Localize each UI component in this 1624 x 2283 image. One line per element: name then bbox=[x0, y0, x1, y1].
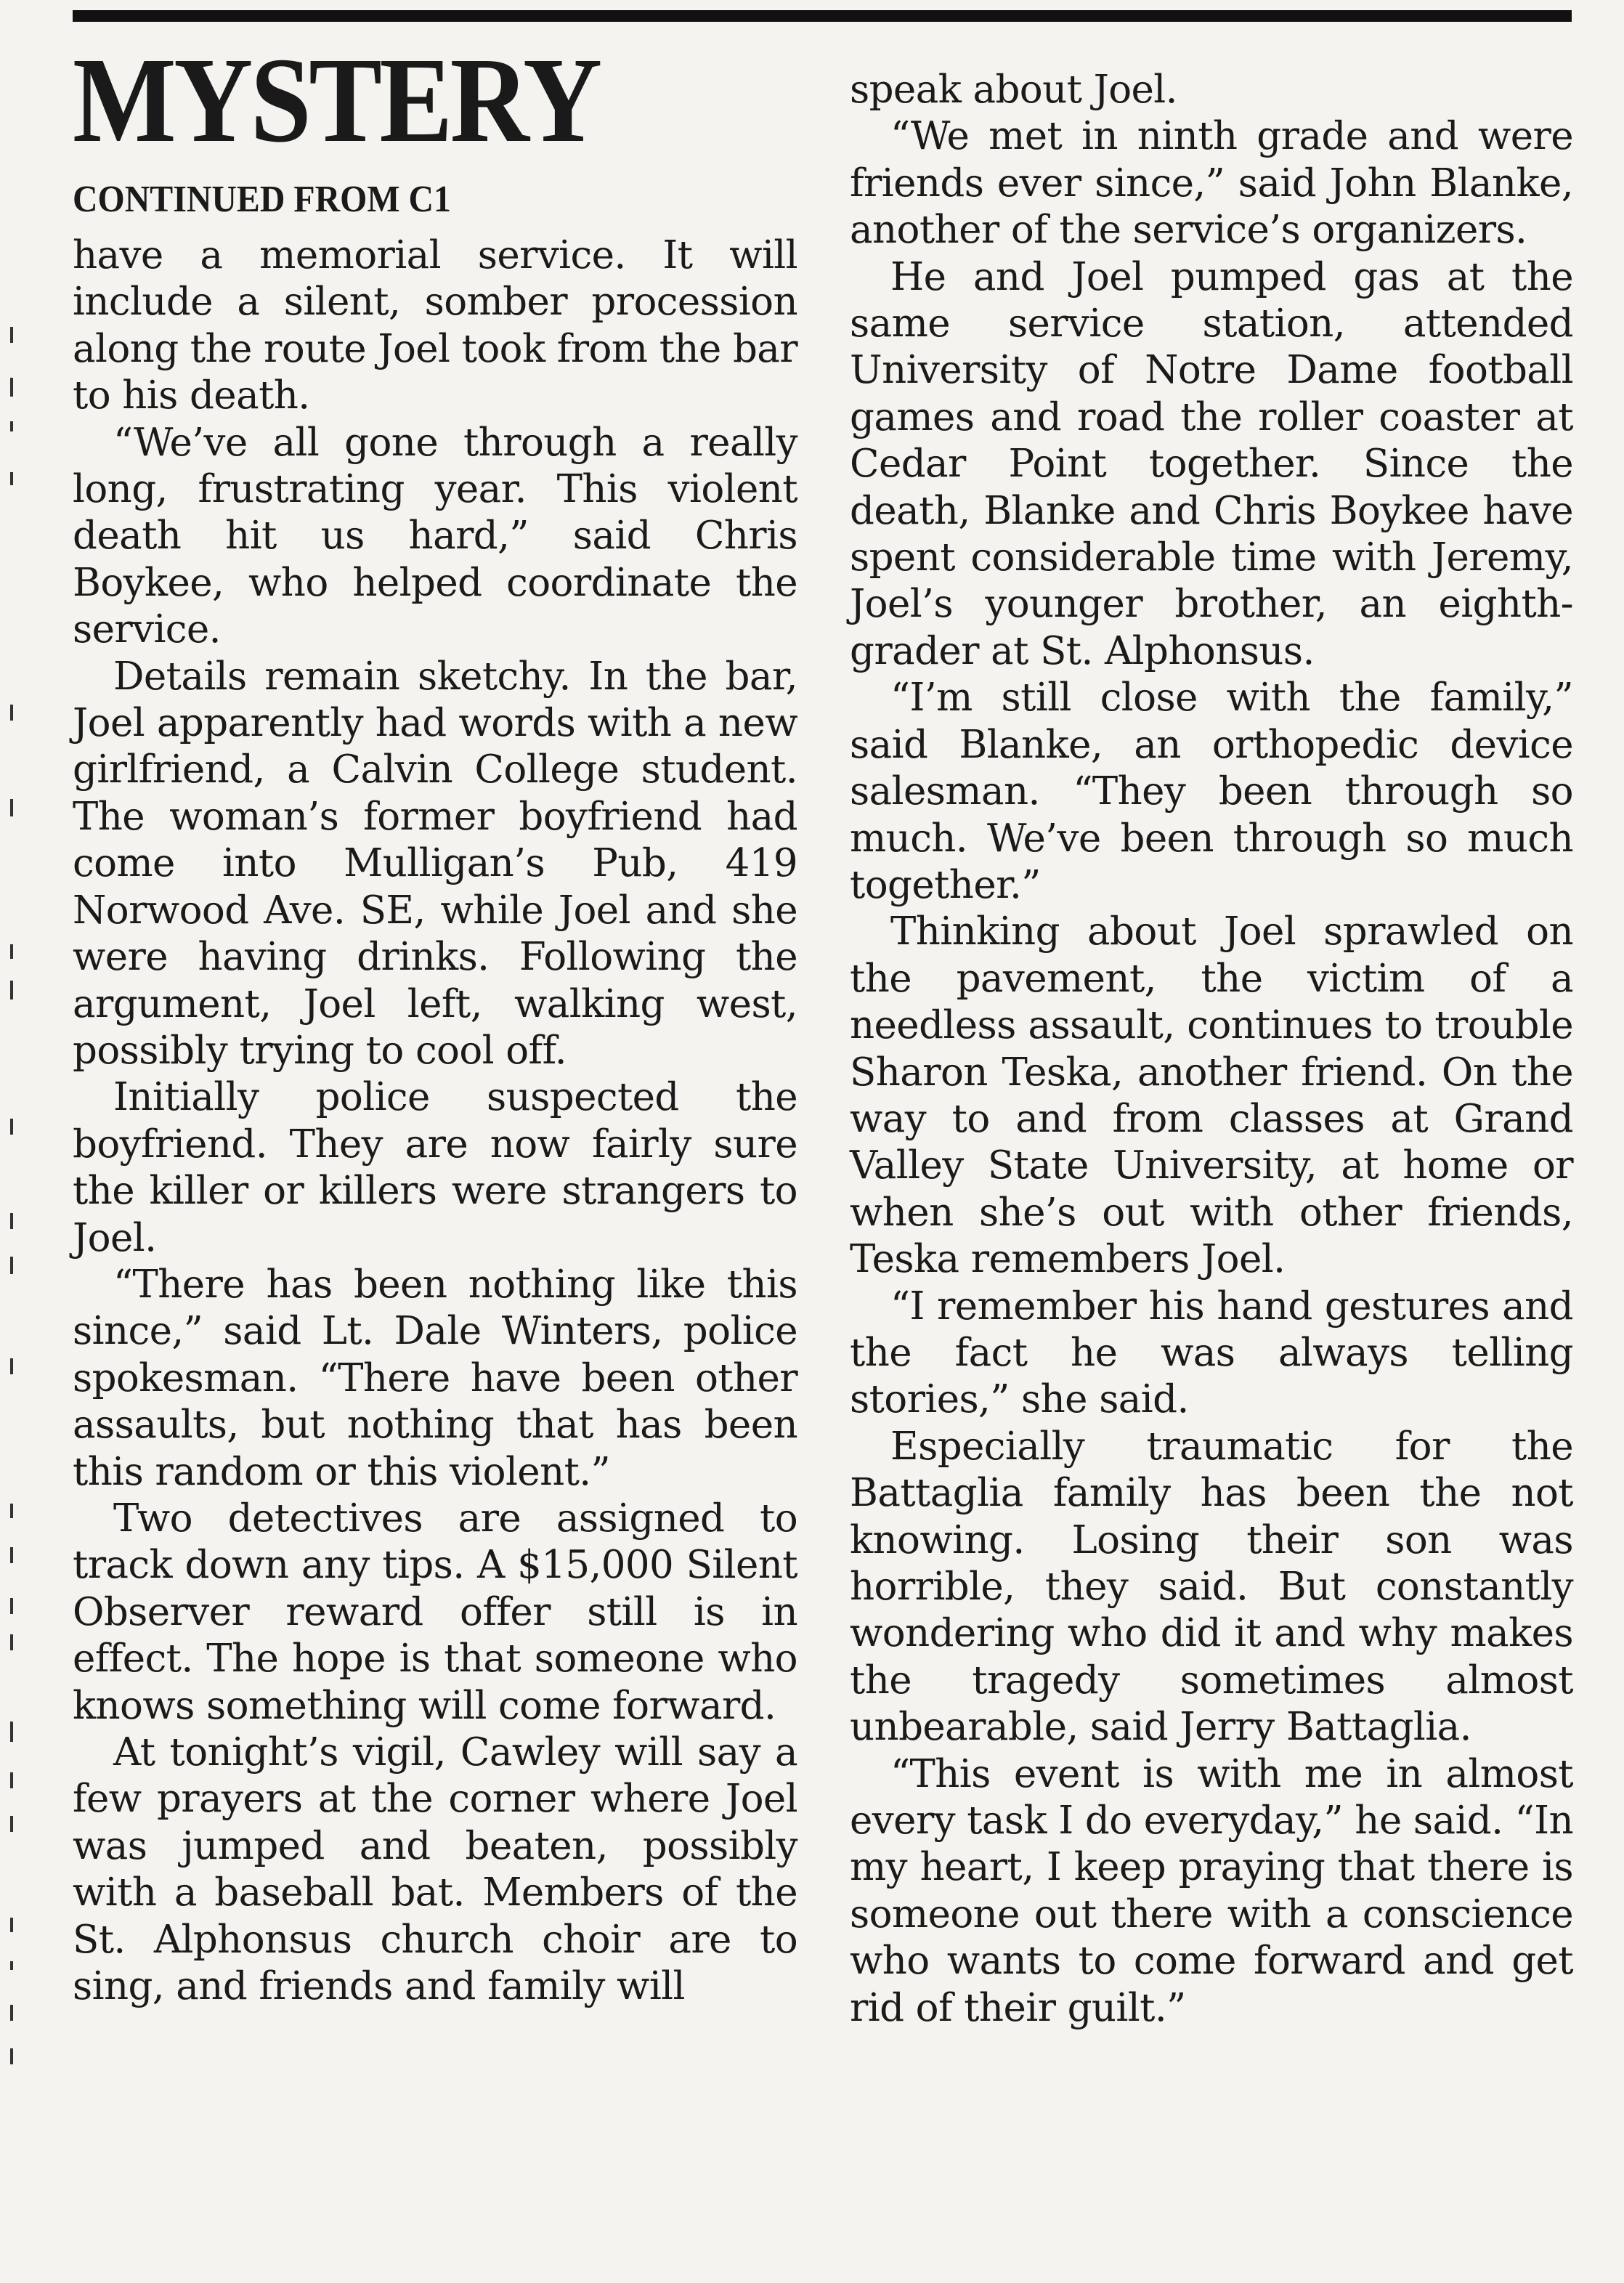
paragraph: Initially police suspected the boyfriend. They are now fairly sure the killer or killers were strangers to Joel. bbox=[73, 1075, 797, 1260]
paragraph: “We met in ninth grade and were friends ever since,” said John Blanke, another of the service’s organizers. bbox=[850, 114, 1573, 253]
right-column bbox=[850, 67, 1573, 2032]
paragraph: “There has been nothing like this since,” said Lt. Dale Winters, police spokesman. “There have been other assaults, but nothing that has been this random or this violent.” bbox=[73, 1262, 797, 1494]
continued-from-label: CONTINUED FROM C1 bbox=[73, 179, 451, 220]
left-margin-marks bbox=[4, 0, 26, 2283]
paragraph: Details remain sketchy. In the bar, Joel apparently had words with a new girlfriend, a Calvin College student. The woman’s former boyfriend had come into Mulligan’s Pub, 419 Norwood Ave. SE, while Joel and she were having drinks. Following the argument, Joel left, walking west, possibly trying to cool off. bbox=[73, 654, 797, 1073]
paragraph: “We’ve all gone through a really long, frustrating year. This violent death hit us hard,” said Chris Boykee, who helped coordinate the service. bbox=[73, 420, 797, 652]
paragraph: Thinking about Joel sprawled on the pavement, the victim of a needless assault, continues to trouble Sharon Teska, another friend. On the way to and from classes at Grand Valley State University, at home or when she’s out with other friends, Teska remembers Joel. bbox=[850, 909, 1573, 1282]
paragraph: He and Joel pumped gas at the same service station, attended University of Notre Dame football games and road the roller coaster at Cedar Point together. Since the death, Blanke and Chris Boykee have spent considerable time with Jeremy, Joel’s younger brother, an eighth-grader at St. Alphonsus. bbox=[850, 254, 1573, 673]
left-column bbox=[73, 35, 797, 2010]
paragraph: “I remember his hand gestures and the fact he was always telling stories,” she said. bbox=[850, 1284, 1573, 1422]
paragraph: “This event is with me in almost every task I do everyday,” he said. “In my heart, I keep praying that there is someone out there with a conscience who wants to come forward and get rid of their guilt.” bbox=[850, 1751, 1573, 2030]
paragraph: “I’m still close with the family,” said Blanke, an orthopedic device salesman. “They been through so much. We’ve been through so much together.” bbox=[850, 676, 1573, 907]
paragraph: speak about Joel. bbox=[850, 68, 1177, 112]
paragraph: have a memorial service. It will include a silent, somber procession along the route Joel took from the bar to his death. bbox=[73, 233, 797, 418]
top-rule bbox=[73, 10, 1572, 22]
paragraph: At tonight’s vigil, Cawley will say a few prayers at the corner where Joel was jumped and beaten, possibly with a baseball bat. Members of the St. Alphonsus church choir are to sing, and friends and family will bbox=[73, 1730, 797, 2009]
paragraph: Two detectives are assigned to track down any tips. A $15,000 Silent Observer reward offer still is in effect. The hope is that someone who knows something will come forward. bbox=[73, 1496, 797, 1728]
paragraph: Especially traumatic for the Battaglia family has been the not knowing. Losing their son was horrible, they said. But constantly wondering who did it and why makes the tragedy sometimes almost unbearable, said Jerry Battaglia. bbox=[850, 1424, 1573, 1750]
headline: MYSTERY bbox=[73, 33, 600, 168]
